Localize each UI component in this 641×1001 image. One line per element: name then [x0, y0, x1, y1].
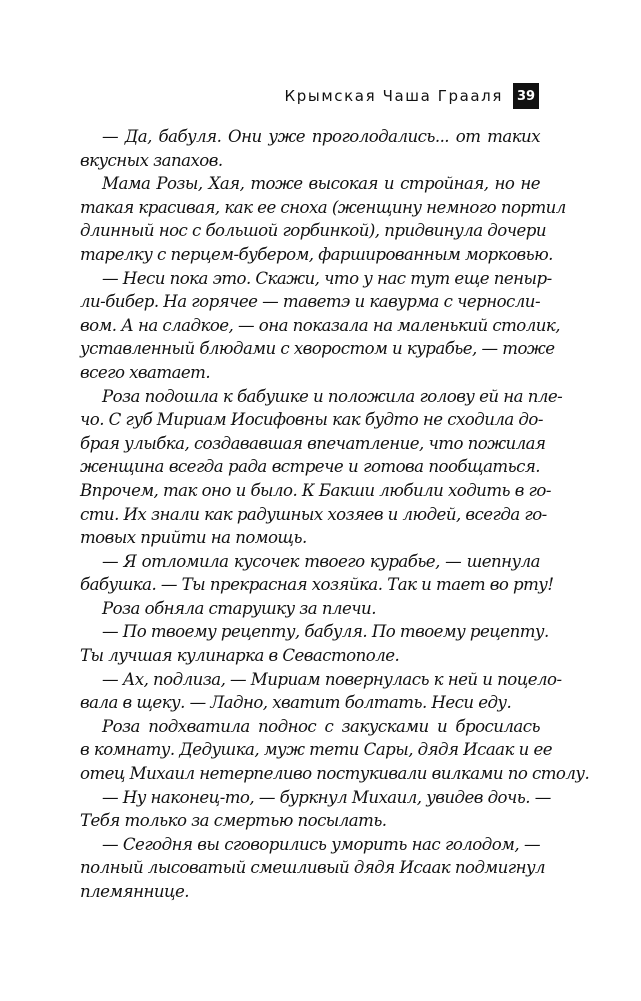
text-line: — Неси пока это. Скажи, что у нас тут еще пеныр-: [102, 268, 552, 288]
text-line: сти. Их знали как радушных хозяев и людей, всегда го-: [80, 504, 547, 524]
text-line: тарелку с перцем-бубером, фаршированным морковью.: [80, 244, 553, 264]
text-line: всего хватает.: [80, 362, 211, 382]
running-title: Крымская Чаша Грааля: [284, 87, 503, 105]
text-line: женщина всегда рада встрече и готова пообщаться.: [80, 457, 540, 477]
text-line: Роза подошла к бабушке и положила голову ей на пле-: [102, 386, 563, 406]
text-line: — По твоему рецепту, бабуля. По твоему рецепту.: [102, 622, 549, 642]
running-header: [285, 82, 539, 110]
text-line: Роза обняла старушку за плечи.: [102, 598, 376, 618]
text-line: ли-бибер. На горячее — таветэ и кавурма с черносли-: [80, 292, 540, 312]
text-line: вкусных запахов.: [80, 150, 223, 170]
text-line: брая улыбка, создававшая впечатление, что пожилая: [80, 433, 546, 453]
text-line: Роза подхватила поднос с закусками и бросилась: [102, 716, 540, 736]
text-line: товых прийти на помощь.: [80, 528, 307, 548]
text-line: длинный нос с большой горбинкой), придвинула дочери: [80, 221, 546, 241]
text-line: Тебя только за смертью посылать.: [80, 811, 387, 831]
text-line: бабушка. — Ты прекрасная хозяйка. Так и тает во рту!: [80, 575, 554, 595]
text-line: вала в щеку. — Ладно, хватит болтать. Неси еду.: [80, 693, 512, 713]
text-line: вом. А на сладкое, — она показала на маленький столик,: [80, 315, 560, 335]
text-line: такая красивая, как ее сноха (женщину немного портил: [80, 197, 566, 217]
text-line: — Ну наконец-то, — буркнул Михаил, увидев дочь. —: [102, 787, 551, 807]
text-line: полный лысоватый смешливый дядя Исаак подмигнул: [80, 858, 546, 878]
text-line: уставленный блюдами с хворостом и курабье, — тоже: [80, 339, 555, 359]
text-line: в комнату. Дедушка, муж тети Сары, дядя Исаак и ее: [80, 740, 553, 760]
body-text: [80, 125, 590, 904]
text-line: Ты лучшая кулинарка в Севастополе.: [80, 646, 400, 666]
text-line: чо. С губ Мириам Иосифовны как будто не сходила до-: [80, 410, 543, 430]
page-number: 39: [513, 83, 539, 109]
text-line: — Да, бабуля. Они уже проголодались... от таких: [102, 127, 540, 146]
text-line: Впрочем, так оно и было. К Бакши любили ходить в го-: [80, 480, 551, 500]
text-line: — Ах, подлиза, — Мириам повернулась к ней и поцело-: [102, 669, 562, 689]
text-line: племяннице.: [80, 882, 189, 901]
text-line: — Я отломила кусочек твоего курабье, — шепнула: [102, 551, 540, 571]
text-line: — Сегодня вы сговорились уморить нас голодом, —: [102, 834, 540, 854]
text-line: отец Михаил нетерпеливо постукивали вилками по столу.: [80, 764, 590, 784]
text-line: Мама Розы, Хая, тоже высокая и стройная, но не: [102, 174, 540, 194]
